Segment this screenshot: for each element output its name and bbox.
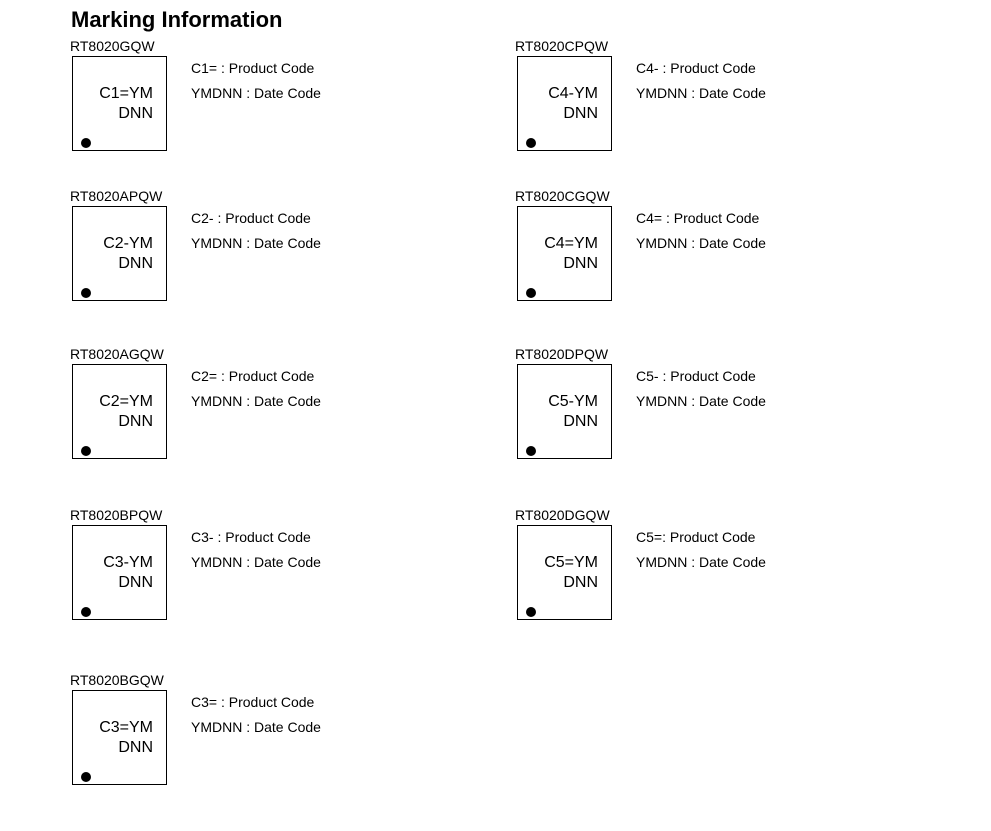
date-code-desc: YMDNN : Date Code bbox=[636, 554, 766, 570]
chip-package bbox=[72, 690, 167, 785]
part-number: RT8020APQW bbox=[70, 188, 163, 204]
part-number: RT8020GQW bbox=[70, 38, 155, 54]
product-code-desc: C5=: Product Code bbox=[636, 529, 756, 545]
product-code-desc: C1= : Product Code bbox=[191, 60, 315, 76]
chip-package bbox=[517, 525, 612, 620]
date-code-desc: YMDNN : Date Code bbox=[636, 85, 766, 101]
marking-entry bbox=[71, 188, 371, 313]
marking-entry bbox=[71, 38, 371, 163]
pin1-dot-icon bbox=[526, 288, 536, 298]
marking-entry bbox=[516, 346, 816, 471]
product-code-desc: C2- : Product Code bbox=[191, 210, 311, 226]
marking-line-2: DNN bbox=[563, 105, 598, 122]
pin1-dot-icon bbox=[526, 446, 536, 456]
date-code-desc: YMDNN : Date Code bbox=[191, 393, 321, 409]
chip-package bbox=[72, 525, 167, 620]
pin1-dot-icon bbox=[526, 607, 536, 617]
marking-line-1: C2=YM bbox=[99, 393, 153, 410]
date-code-desc: YMDNN : Date Code bbox=[191, 85, 321, 101]
chip-package bbox=[72, 206, 167, 301]
pin1-dot-icon bbox=[81, 288, 91, 298]
part-number: RT8020CGQW bbox=[515, 188, 610, 204]
marking-line-1: C1=YM bbox=[99, 85, 153, 102]
date-code-desc: YMDNN : Date Code bbox=[636, 393, 766, 409]
marking-line-2: DNN bbox=[563, 255, 598, 272]
marking-line-2: DNN bbox=[118, 255, 153, 272]
product-code-desc: C3= : Product Code bbox=[191, 694, 315, 710]
marking-line-2: DNN bbox=[563, 574, 598, 591]
pin1-dot-icon bbox=[81, 607, 91, 617]
product-code-desc: C2= : Product Code bbox=[191, 368, 315, 384]
pin1-dot-icon bbox=[81, 446, 91, 456]
marking-entry bbox=[516, 507, 816, 632]
marking-entry bbox=[516, 188, 816, 313]
part-number: RT8020BGQW bbox=[70, 672, 164, 688]
marking-entry bbox=[71, 672, 371, 797]
chip-package bbox=[517, 206, 612, 301]
marking-line-1: C3-YM bbox=[103, 554, 153, 571]
date-code-desc: YMDNN : Date Code bbox=[636, 235, 766, 251]
marking-line-1: C2-YM bbox=[103, 235, 153, 252]
part-number: RT8020CPQW bbox=[515, 38, 609, 54]
product-code-desc: C3- : Product Code bbox=[191, 529, 311, 545]
marking-line-2: DNN bbox=[118, 739, 153, 756]
product-code-desc: C4= : Product Code bbox=[636, 210, 760, 226]
marking-line-1: C5=YM bbox=[544, 554, 598, 571]
part-number: RT8020DPQW bbox=[515, 346, 609, 362]
chip-package bbox=[517, 364, 612, 459]
marking-line-1: C4-YM bbox=[548, 85, 598, 102]
pin1-dot-icon bbox=[526, 138, 536, 148]
product-code-desc: C4- : Product Code bbox=[636, 60, 756, 76]
date-code-desc: YMDNN : Date Code bbox=[191, 554, 321, 570]
date-code-desc: YMDNN : Date Code bbox=[191, 719, 321, 735]
part-number: RT8020DGQW bbox=[515, 507, 610, 523]
marking-line-2: DNN bbox=[563, 413, 598, 430]
marking-line-2: DNN bbox=[118, 105, 153, 122]
marking-line-1: C5-YM bbox=[548, 393, 598, 410]
pin1-dot-icon bbox=[81, 772, 91, 782]
marking-entry bbox=[71, 507, 371, 632]
chip-package bbox=[72, 56, 167, 151]
date-code-desc: YMDNN : Date Code bbox=[191, 235, 321, 251]
page-title: Marking Information bbox=[71, 7, 283, 32]
marking-line-2: DNN bbox=[118, 574, 153, 591]
product-code-desc: C5- : Product Code bbox=[636, 368, 756, 384]
pin1-dot-icon bbox=[81, 138, 91, 148]
marking-entry bbox=[516, 38, 816, 163]
marking-line-2: DNN bbox=[118, 413, 153, 430]
marking-line-1: C4=YM bbox=[544, 235, 598, 252]
part-number: RT8020AGQW bbox=[70, 346, 164, 362]
chip-package bbox=[517, 56, 612, 151]
chip-package bbox=[72, 364, 167, 459]
marking-entry bbox=[71, 346, 371, 471]
marking-line-1: C3=YM bbox=[99, 719, 153, 736]
part-number: RT8020BPQW bbox=[70, 507, 163, 523]
